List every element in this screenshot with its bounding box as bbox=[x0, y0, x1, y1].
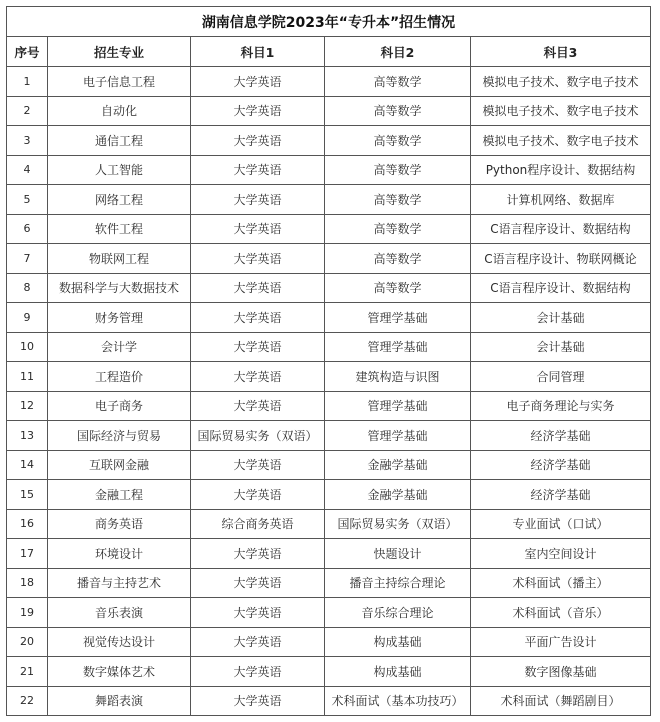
cell-subject1: 国际贸易实务（双语） bbox=[191, 421, 325, 451]
cell-subject3: C语言程序设计、数据结构 bbox=[471, 273, 651, 303]
cell-subject3: 会计基础 bbox=[471, 332, 651, 362]
cell-subject2: 高等数学 bbox=[325, 185, 471, 215]
cell-subject3: 经济学基础 bbox=[471, 450, 651, 480]
cell-no: 1 bbox=[7, 67, 48, 97]
cell-subject1: 大学英语 bbox=[191, 539, 325, 569]
cell-subject2: 金融学基础 bbox=[325, 450, 471, 480]
cell-subject2: 金融学基础 bbox=[325, 480, 471, 510]
cell-subject3: 合同管理 bbox=[471, 362, 651, 392]
cell-major: 网络工程 bbox=[48, 185, 191, 215]
cell-subject1: 大学英语 bbox=[191, 126, 325, 156]
cell-subject1: 大学英语 bbox=[191, 332, 325, 362]
cell-subject3: 模拟电子技术、数字电子技术 bbox=[471, 96, 651, 126]
cell-subject3: 经济学基础 bbox=[471, 480, 651, 510]
cell-major: 通信工程 bbox=[48, 126, 191, 156]
cell-subject2: 音乐综合理论 bbox=[325, 598, 471, 628]
cell-subject1: 大学英语 bbox=[191, 598, 325, 628]
cell-major: 软件工程 bbox=[48, 214, 191, 244]
cell-subject1: 大学英语 bbox=[191, 96, 325, 126]
cell-subject3: 平面广告设计 bbox=[471, 627, 651, 657]
cell-subject3: 专业面试（口试） bbox=[471, 509, 651, 539]
cell-no: 15 bbox=[7, 480, 48, 510]
cell-subject3: 计算机网络、数据库 bbox=[471, 185, 651, 215]
table-row bbox=[7, 155, 651, 185]
cell-no: 6 bbox=[7, 214, 48, 244]
cell-subject2: 国际贸易实务（双语） bbox=[325, 509, 471, 539]
cell-no: 12 bbox=[7, 391, 48, 421]
admissions-table-sheet bbox=[6, 6, 650, 716]
cell-major: 视觉传达设计 bbox=[48, 627, 191, 657]
cell-subject2: 管理学基础 bbox=[325, 391, 471, 421]
table-row bbox=[7, 244, 651, 274]
header-subject3: 科目3 bbox=[471, 37, 651, 67]
cell-major: 物联网工程 bbox=[48, 244, 191, 274]
table-row bbox=[7, 421, 651, 451]
table-row bbox=[7, 568, 651, 598]
cell-subject1: 大学英语 bbox=[191, 303, 325, 333]
cell-major: 播音与主持艺术 bbox=[48, 568, 191, 598]
cell-subject2: 高等数学 bbox=[325, 126, 471, 156]
cell-subject1: 大学英语 bbox=[191, 362, 325, 392]
table-body bbox=[7, 67, 651, 716]
cell-no: 3 bbox=[7, 126, 48, 156]
cell-subject3: 术科面试（舞蹈剧目） bbox=[471, 686, 651, 716]
table-header-row bbox=[7, 37, 651, 67]
cell-major: 数据科学与大数据技术 bbox=[48, 273, 191, 303]
cell-subject1: 大学英语 bbox=[191, 480, 325, 510]
cell-subject2: 快题设计 bbox=[325, 539, 471, 569]
table-row bbox=[7, 362, 651, 392]
cell-major: 音乐表演 bbox=[48, 598, 191, 628]
header-subject1: 科目1 bbox=[191, 37, 325, 67]
cell-subject2: 高等数学 bbox=[325, 67, 471, 97]
cell-no: 13 bbox=[7, 421, 48, 451]
cell-subject3: 会计基础 bbox=[471, 303, 651, 333]
cell-subject3: 电子商务理论与实务 bbox=[471, 391, 651, 421]
cell-subject2: 管理学基础 bbox=[325, 303, 471, 333]
cell-subject3: 模拟电子技术、数字电子技术 bbox=[471, 126, 651, 156]
table-row bbox=[7, 539, 651, 569]
cell-subject2: 高等数学 bbox=[325, 214, 471, 244]
cell-major: 财务管理 bbox=[48, 303, 191, 333]
cell-no: 8 bbox=[7, 273, 48, 303]
cell-major: 互联网金融 bbox=[48, 450, 191, 480]
header-no: 序号 bbox=[7, 37, 48, 67]
cell-major: 工程造价 bbox=[48, 362, 191, 392]
cell-major: 数字媒体艺术 bbox=[48, 657, 191, 687]
cell-subject1: 大学英语 bbox=[191, 450, 325, 480]
cell-subject2: 管理学基础 bbox=[325, 421, 471, 451]
cell-subject2: 高等数学 bbox=[325, 244, 471, 274]
table-row bbox=[7, 273, 651, 303]
cell-subject2: 术科面试（基本功技巧） bbox=[325, 686, 471, 716]
cell-subject1: 综合商务英语 bbox=[191, 509, 325, 539]
cell-subject3: 术科面试（播主） bbox=[471, 568, 651, 598]
table-row bbox=[7, 509, 651, 539]
cell-subject2: 播音主持综合理论 bbox=[325, 568, 471, 598]
cell-subject1: 大学英语 bbox=[191, 67, 325, 97]
cell-no: 18 bbox=[7, 568, 48, 598]
table-row bbox=[7, 391, 651, 421]
table-title: 湖南信息学院2023年“专升本”招生情况 bbox=[7, 7, 651, 37]
cell-major: 会计学 bbox=[48, 332, 191, 362]
table-row bbox=[7, 598, 651, 628]
table-title-row bbox=[7, 7, 651, 37]
cell-subject3: 模拟电子技术、数字电子技术 bbox=[471, 67, 651, 97]
admissions-table bbox=[6, 6, 651, 716]
cell-subject2: 高等数学 bbox=[325, 96, 471, 126]
cell-no: 14 bbox=[7, 450, 48, 480]
cell-major: 金融工程 bbox=[48, 480, 191, 510]
cell-subject3: 室内空间设计 bbox=[471, 539, 651, 569]
table-row bbox=[7, 185, 651, 215]
cell-major: 电子信息工程 bbox=[48, 67, 191, 97]
cell-subject3: 术科面试（音乐） bbox=[471, 598, 651, 628]
table-row bbox=[7, 657, 651, 687]
cell-subject3: C语言程序设计、数据结构 bbox=[471, 214, 651, 244]
cell-subject1: 大学英语 bbox=[191, 273, 325, 303]
cell-no: 21 bbox=[7, 657, 48, 687]
cell-subject2: 高等数学 bbox=[325, 273, 471, 303]
table-row bbox=[7, 480, 651, 510]
cell-major: 环境设计 bbox=[48, 539, 191, 569]
cell-no: 20 bbox=[7, 627, 48, 657]
cell-no: 5 bbox=[7, 185, 48, 215]
cell-subject2: 构成基础 bbox=[325, 627, 471, 657]
header-subject2: 科目2 bbox=[325, 37, 471, 67]
cell-subject2: 建筑构造与识图 bbox=[325, 362, 471, 392]
cell-subject1: 大学英语 bbox=[191, 214, 325, 244]
header-major: 招生专业 bbox=[48, 37, 191, 67]
cell-no: 11 bbox=[7, 362, 48, 392]
cell-subject1: 大学英语 bbox=[191, 568, 325, 598]
cell-no: 17 bbox=[7, 539, 48, 569]
table-row bbox=[7, 126, 651, 156]
cell-subject1: 大学英语 bbox=[191, 657, 325, 687]
cell-major: 电子商务 bbox=[48, 391, 191, 421]
table-row bbox=[7, 303, 651, 333]
cell-subject1: 大学英语 bbox=[191, 686, 325, 716]
cell-major: 自动化 bbox=[48, 96, 191, 126]
table-row bbox=[7, 332, 651, 362]
cell-subject1: 大学英语 bbox=[191, 185, 325, 215]
cell-no: 2 bbox=[7, 96, 48, 126]
table-row bbox=[7, 67, 651, 97]
cell-subject3: 经济学基础 bbox=[471, 421, 651, 451]
table-row bbox=[7, 686, 651, 716]
cell-subject3: 数字图像基础 bbox=[471, 657, 651, 687]
cell-no: 19 bbox=[7, 598, 48, 628]
cell-subject2: 构成基础 bbox=[325, 657, 471, 687]
table-row bbox=[7, 96, 651, 126]
cell-subject2: 管理学基础 bbox=[325, 332, 471, 362]
cell-no: 16 bbox=[7, 509, 48, 539]
table-row bbox=[7, 627, 651, 657]
cell-major: 舞蹈表演 bbox=[48, 686, 191, 716]
cell-no: 10 bbox=[7, 332, 48, 362]
cell-subject2: 高等数学 bbox=[325, 155, 471, 185]
cell-subject1: 大学英语 bbox=[191, 244, 325, 274]
cell-no: 4 bbox=[7, 155, 48, 185]
cell-subject1: 大学英语 bbox=[191, 155, 325, 185]
cell-subject3: C语言程序设计、物联网概论 bbox=[471, 244, 651, 274]
cell-major: 商务英语 bbox=[48, 509, 191, 539]
table-row bbox=[7, 450, 651, 480]
cell-no: 7 bbox=[7, 244, 48, 274]
cell-subject1: 大学英语 bbox=[191, 627, 325, 657]
cell-subject3: Python程序设计、数据结构 bbox=[471, 155, 651, 185]
cell-major: 人工智能 bbox=[48, 155, 191, 185]
table-row bbox=[7, 214, 651, 244]
cell-no: 22 bbox=[7, 686, 48, 716]
cell-subject1: 大学英语 bbox=[191, 391, 325, 421]
cell-major: 国际经济与贸易 bbox=[48, 421, 191, 451]
cell-no: 9 bbox=[7, 303, 48, 333]
